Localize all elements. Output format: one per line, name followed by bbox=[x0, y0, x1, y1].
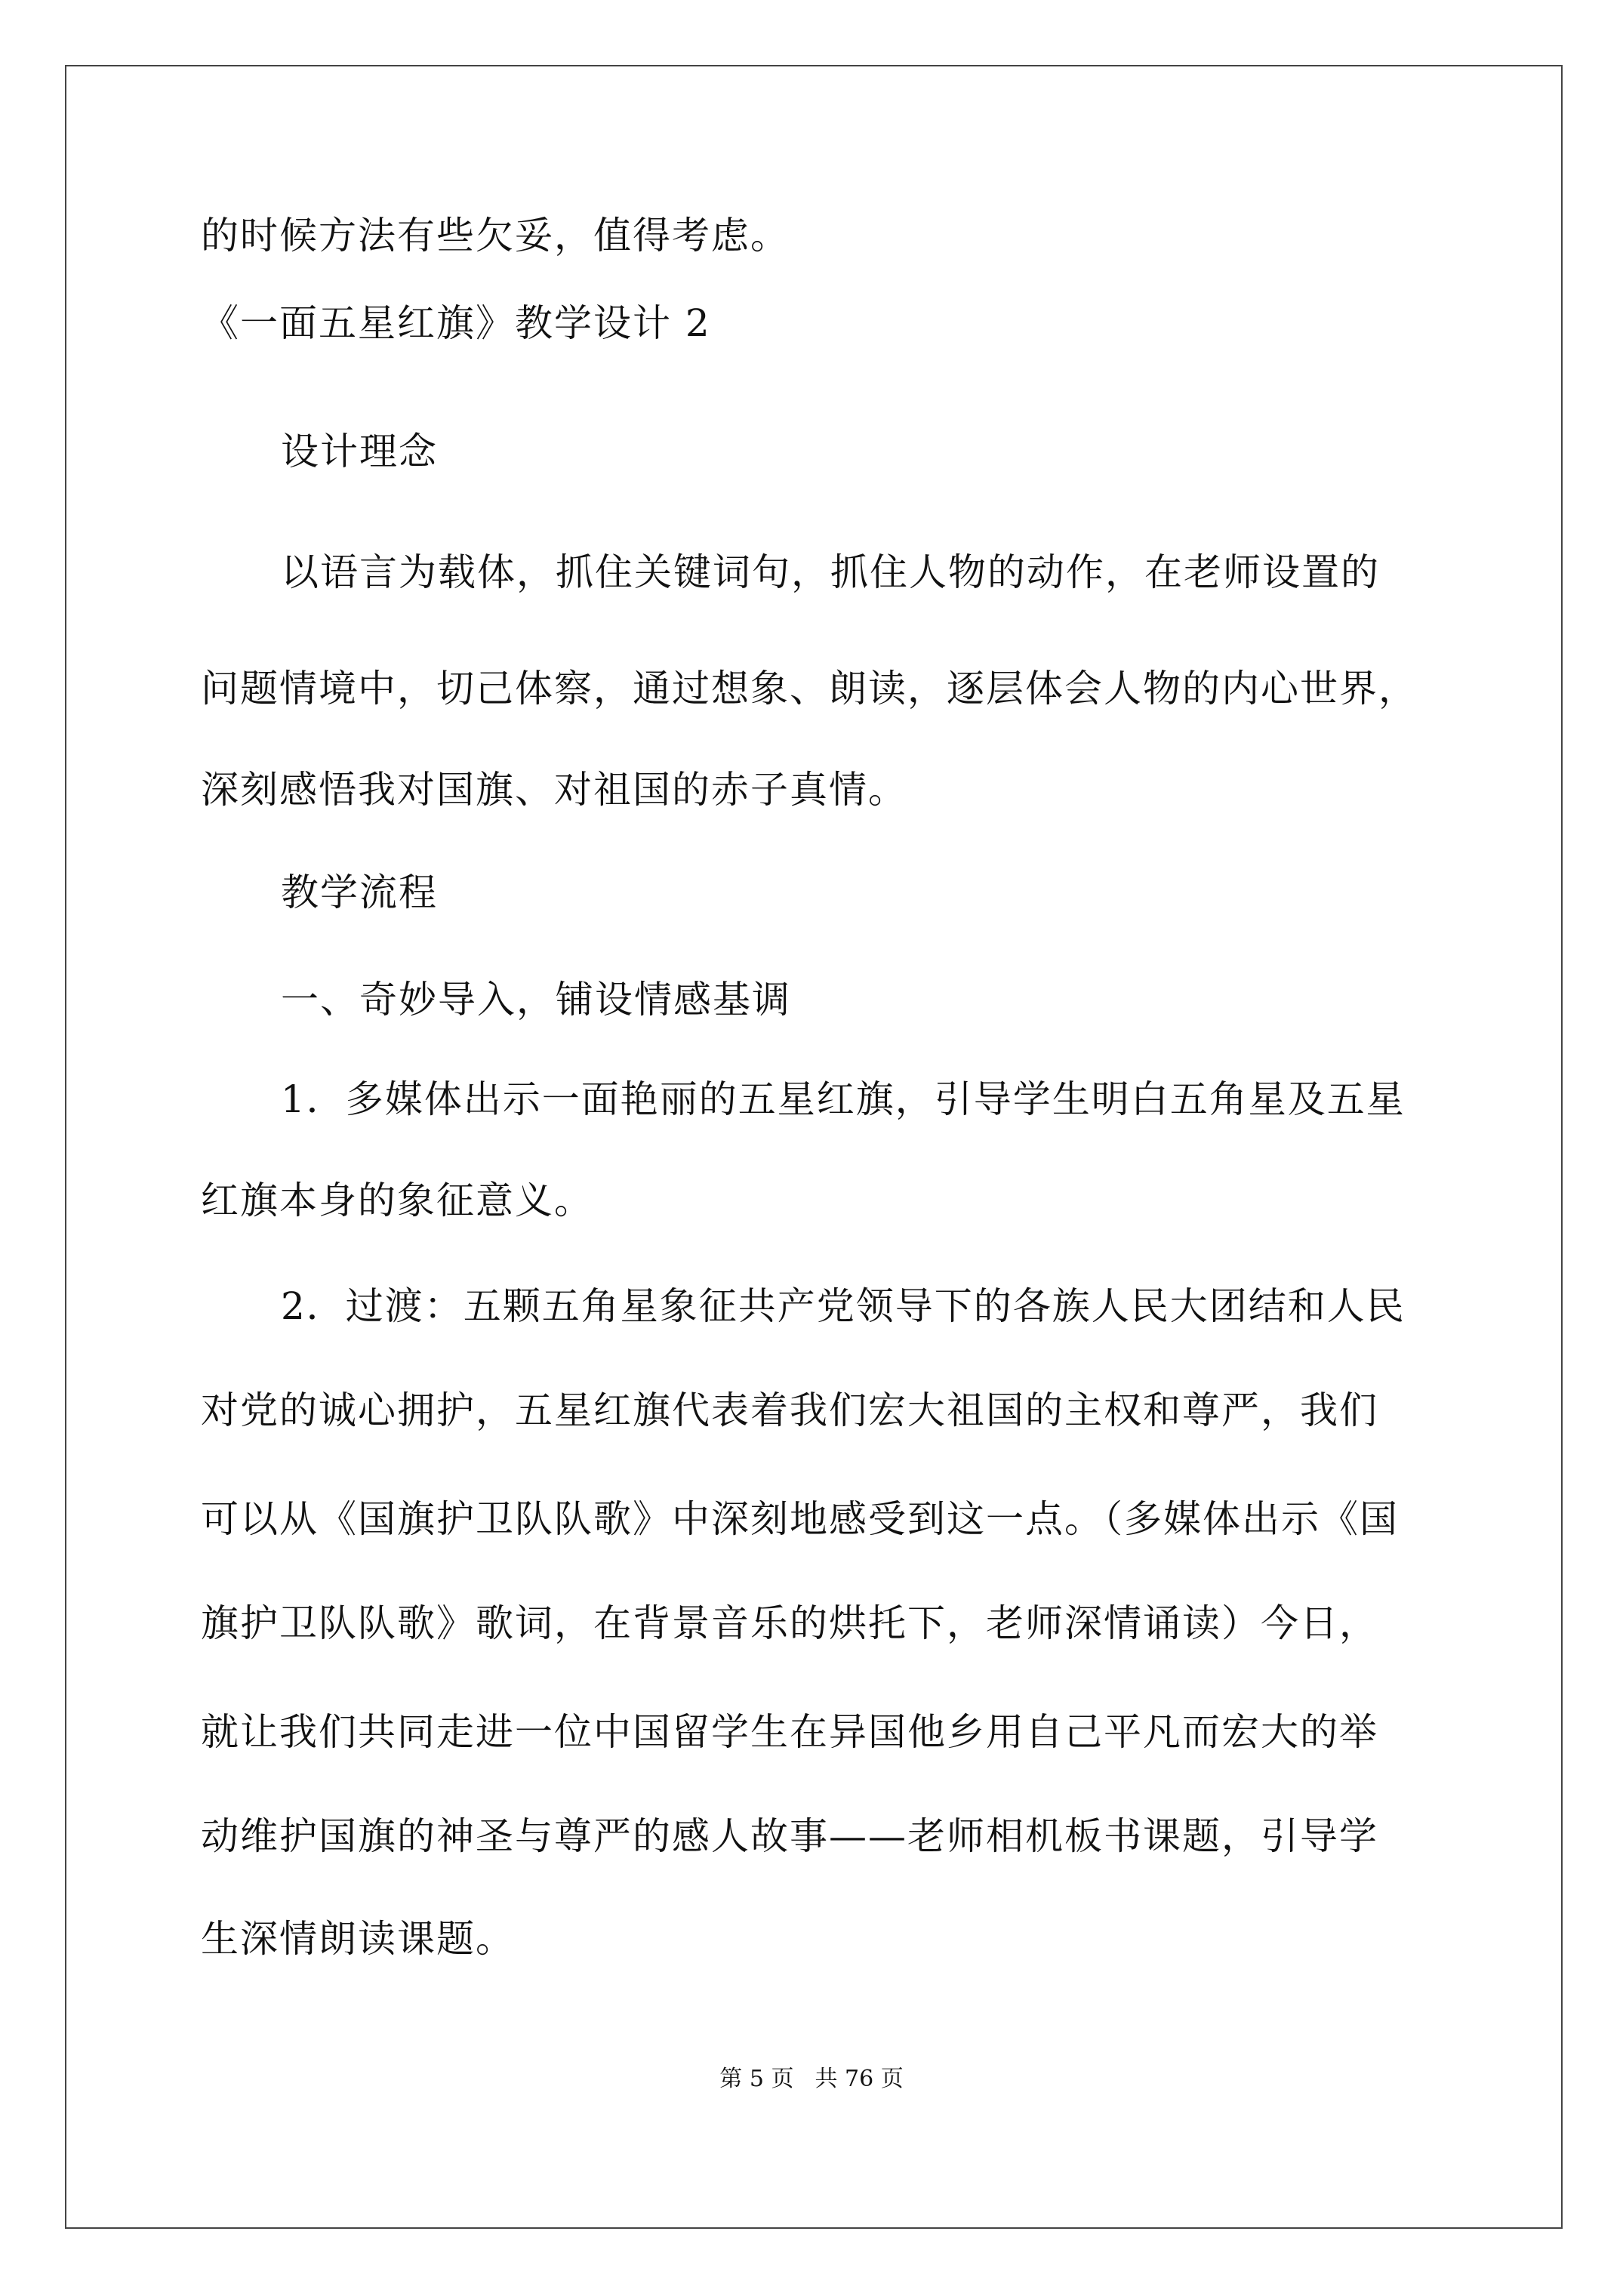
page-footer bbox=[0, 2064, 1623, 2094]
paragraph-line: 对党的诚心拥护，五星红旗代表着我们宏大祖国的主权和尊严，我们 bbox=[201, 1388, 1378, 1432]
paragraph-line: 以语言为载体，抓住关键词句，抓住人物的动作，在老师设置的 bbox=[281, 550, 1380, 594]
section-title: 《一面五星红旗》教学设计 2 bbox=[201, 301, 711, 345]
paragraph-line: 可以从《国旗护卫队队歌》中深刻地感受到这一点。（多媒体出示《国 bbox=[201, 1497, 1399, 1541]
paragraph-line: 2．过渡：五颗五角星象征共产党领导下的各族人民大团结和人民 bbox=[281, 1284, 1406, 1328]
paragraph-line: 问题情境中，切己体察，通过想象、朗读，逐层体会人物的内心世界， bbox=[201, 667, 1418, 710]
paragraph-line: 动维护国旗的神圣与尊严的感人故事——老师相机板书课题，引导学 bbox=[201, 1814, 1378, 1858]
paragraph-line: 1．多媒体出示一面艳丽的五星红旗，引导学生明白五角星及五星 bbox=[281, 1077, 1406, 1121]
paragraph-line: 生深情朗读课题。 bbox=[201, 1917, 515, 1961]
paragraph-line: 旗护卫队队歌》歌词，在背景音乐的烘托下，老师深情诵读）今日， bbox=[201, 1601, 1378, 1645]
heading-step-one: 一、奇妙导入，铺设情感基调 bbox=[281, 978, 791, 1022]
total-pages: 共 76 页 bbox=[815, 2066, 904, 2092]
paragraph-line: 红旗本身的象征意义。 bbox=[201, 1179, 593, 1222]
page-number: 第 5 页 bbox=[719, 2066, 794, 2092]
heading-teaching-process: 教学流程 bbox=[281, 871, 438, 914]
heading-design-concept: 设计理念 bbox=[281, 430, 438, 473]
paragraph-line: 就让我们共同走进一位中国留学生在异国他乡用自己平凡而宏大的举 bbox=[201, 1710, 1378, 1754]
page-border bbox=[65, 65, 1563, 2229]
paragraph-line: 的时候方法有些欠妥，值得考虑。 bbox=[201, 214, 790, 257]
paragraph-line: 深刻感悟我对国旗、对祖国的赤子真情。 bbox=[201, 768, 907, 812]
